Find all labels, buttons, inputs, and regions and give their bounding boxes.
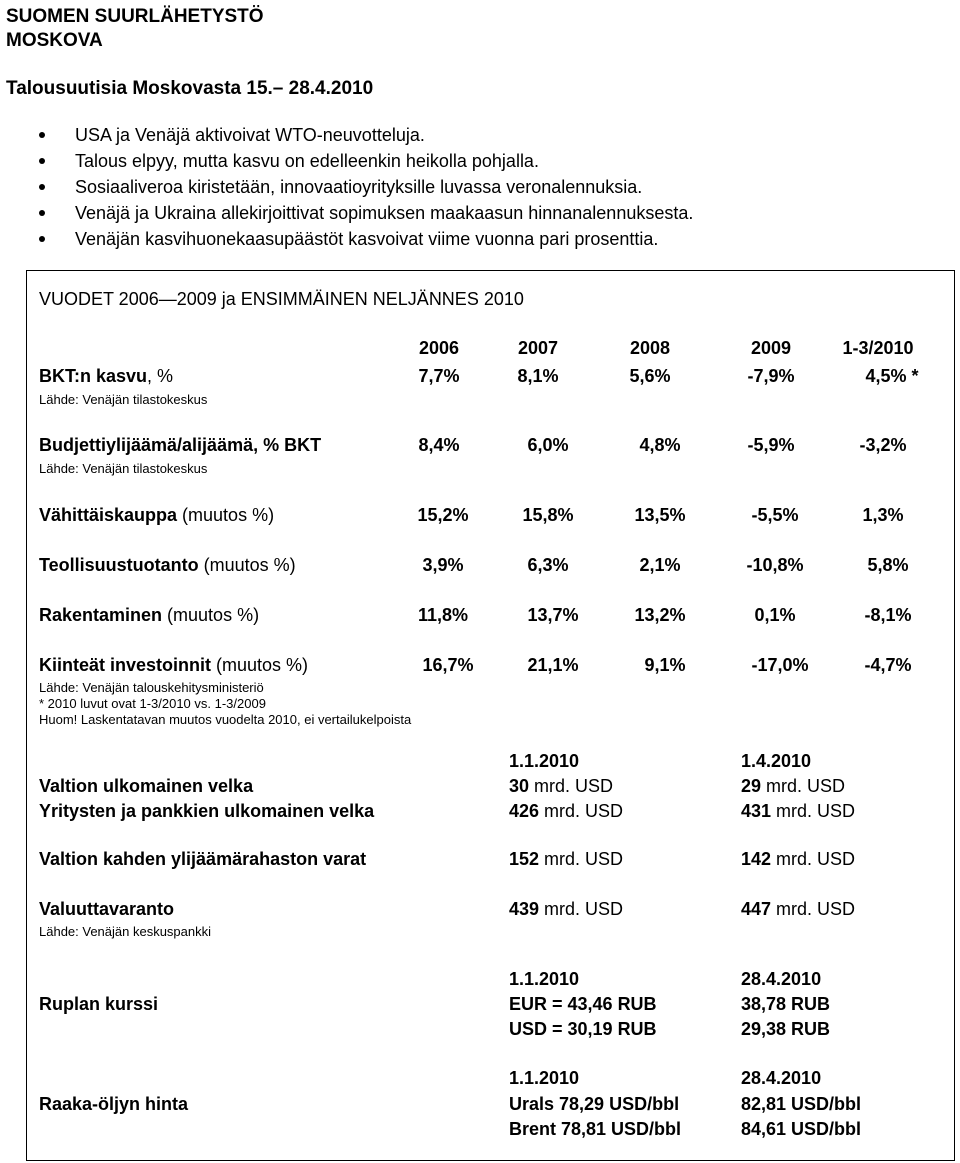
bullet-icon — [39, 132, 45, 138]
table-cell: 5,6% — [629, 366, 671, 386]
source-note: Lähde: Venäjän tilastokeskus — [39, 461, 208, 476]
page-title: Talousuutisia Moskovasta 15.– 28.4.2010 — [6, 78, 374, 99]
date-header: 28.4.2010 — [741, 1068, 822, 1088]
indicator-label: Rakentaminen (muutos %) — [39, 605, 260, 625]
table-cell: -5,9% — [747, 435, 795, 455]
table-cell: 5,8% — [867, 555, 909, 575]
oil-price-label: Raaka-öljyn hinta — [39, 1094, 189, 1114]
year-header: 2009 — [750, 338, 792, 358]
year-header: 2007 — [517, 338, 559, 358]
table-cell: 4,8% — [639, 435, 681, 455]
table-cell: 8,4% — [418, 435, 460, 455]
table-cell: 6,0% — [527, 435, 569, 455]
bullet-icon — [39, 158, 45, 164]
rate-value: 29,38 RUB — [741, 1019, 831, 1039]
debt-value: 447 mrd. USD — [741, 899, 856, 919]
table-cell: 11,8% — [417, 605, 469, 625]
year-header: 1-3/2010 — [842, 338, 914, 358]
debt-value: 142 mrd. USD — [741, 849, 856, 869]
ruble-rate-label: Ruplan kurssi — [39, 994, 159, 1014]
debt-label: Valuuttavaranto — [39, 899, 175, 919]
debt-value: 426 mrd. USD — [509, 801, 624, 821]
debt-label: Valtion kahden ylijäämärahaston varat — [39, 849, 367, 869]
table-cell: 2,1% — [639, 555, 681, 575]
source-note: Lähde: Venäjän tilastokeskus — [39, 392, 208, 407]
debt-value: 29 mrd. USD — [741, 776, 846, 796]
footnote: Huom! Laskentatavan muutos vuodelta 2010, ei vertailukelpoista — [39, 712, 412, 727]
table-cell: 6,3% — [527, 555, 569, 575]
oil-value: Urals 78,29 USD/bbl — [509, 1094, 680, 1114]
date-header: 1.1.2010 — [509, 969, 580, 989]
date-header: 28.4.2010 — [741, 969, 822, 989]
debt-value: 431 mrd. USD — [741, 801, 856, 821]
table-cell: 13,5% — [634, 505, 686, 525]
oil-value: Brent 78,81 USD/bbl — [509, 1119, 682, 1139]
statistics-heading: VUODET 2006—2009 ja ENSIMMÄINEN NELJÄNNES 2010 — [39, 289, 524, 309]
date-header: 1.4.2010 — [741, 751, 812, 771]
table-cell: -3,2% — [859, 435, 907, 455]
table-cell: 3,9% — [422, 555, 464, 575]
debt-value: 30 mrd. USD — [509, 776, 614, 796]
table-cell: -4,7% — [864, 655, 912, 675]
source-note: Lähde: Venäjän keskuspankki — [39, 924, 212, 939]
rate-value: 38,78 RUB — [741, 994, 831, 1014]
bullet-icon — [39, 184, 45, 190]
indicator-label: Kiinteät investoinnit (muutos %) — [39, 655, 309, 675]
oil-value: 82,81 USD/bbl — [741, 1094, 862, 1114]
debt-value: 152 mrd. USD — [509, 849, 624, 869]
table-cell: 13,7% — [527, 605, 579, 625]
table-cell: 13,2% — [634, 605, 686, 625]
indicator-label: Budjettiylijäämä/alijäämä, % BKT — [39, 435, 322, 455]
rate-value: EUR = 43,46 RUB — [509, 994, 657, 1014]
bullet-icon — [39, 210, 45, 216]
oil-value: 84,61 USD/bbl — [741, 1119, 862, 1139]
table-cell: 15,2% — [417, 505, 469, 525]
table-cell: 7,7% — [418, 366, 460, 386]
statistics-box — [26, 270, 955, 1161]
table-cell: 8,1% — [517, 366, 559, 386]
source-note: Lähde: Venäjän talouskehitysministeriö — [39, 680, 264, 695]
indicator-label: Teollisuustuotanto (muutos %) — [39, 555, 296, 575]
indicator-label: BKT:n kasvu, % — [39, 366, 174, 386]
table-cell: -8,1% — [864, 605, 912, 625]
table-cell: -5,5% — [751, 505, 799, 525]
table-cell: -10,8% — [746, 555, 804, 575]
org-name-line2: MOSKOVA — [6, 30, 103, 51]
footnote: * 2010 luvut ovat 1-3/2010 vs. 1-3/2009 — [39, 696, 266, 711]
bullet-icon — [39, 236, 45, 242]
table-cell: 16,7% — [422, 655, 474, 675]
table-cell: 0,1% — [754, 605, 796, 625]
year-header: 2008 — [629, 338, 671, 358]
org-name-line1: SUOMEN SUURLÄHETYSTÖ — [6, 6, 264, 27]
indicator-label: Vähittäiskauppa (muutos %) — [39, 505, 275, 525]
table-cell: 21,1% — [527, 655, 579, 675]
year-header: 2006 — [418, 338, 460, 358]
table-cell: 9,1% — [644, 655, 686, 675]
rate-value: USD = 30,19 RUB — [509, 1019, 657, 1039]
date-header: 1.1.2010 — [509, 1068, 580, 1088]
debt-value: 439 mrd. USD — [509, 899, 624, 919]
date-header: 1.1.2010 — [509, 751, 580, 771]
debt-label: Yritysten ja pankkien ulkomainen velka — [39, 801, 375, 821]
table-cell: 15,8% — [522, 505, 574, 525]
debt-label: Valtion ulkomainen velka — [39, 776, 254, 796]
table-cell: -17,0% — [751, 655, 809, 675]
table-cell: -7,9% — [747, 366, 795, 386]
table-cell: 1,3% — [862, 505, 904, 525]
table-cell: 4,5% * — [865, 366, 919, 386]
